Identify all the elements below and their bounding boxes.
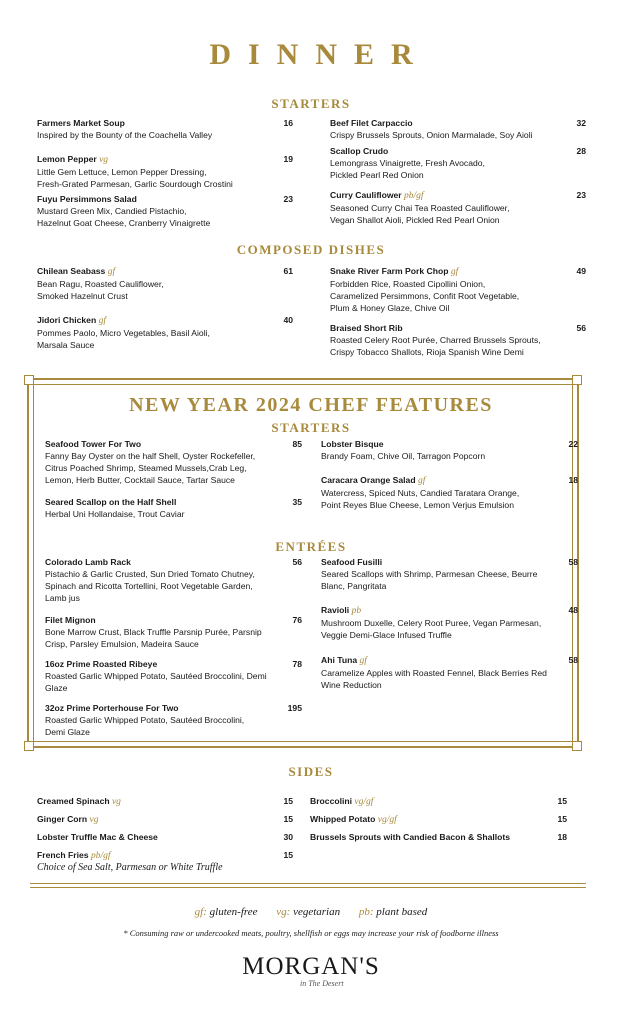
menu-item [321, 474, 578, 511]
item-price: 195 [287, 703, 302, 713]
legend-key: vg: [276, 906, 291, 918]
item-name: Lobster Truffle Mac & Cheese [37, 832, 158, 842]
menu-item [45, 702, 302, 738]
item-description: Roasted Garlic Whipped Potato, Sautéed Broccolini, Demi [45, 671, 267, 681]
item-name: Ravioli pb [321, 605, 362, 616]
item-description: Seasoned Curry Chai Tea Roasted Cauliflower, [330, 203, 510, 213]
menu-item [330, 145, 586, 181]
menu-item [310, 795, 567, 808]
frame-corner-ornament [24, 741, 34, 751]
item-name: 32oz Prime Porterhouse For Two [45, 703, 179, 713]
item-description: Caramelize Apples with Roasted Fennel, Black Berries Red [321, 668, 547, 678]
menu-item [37, 849, 293, 874]
item-price: 85 [292, 439, 302, 449]
divider-rule [30, 887, 586, 888]
item-description: Crispy Tobacco Shallots, Rioja Spanish Wine Demi [330, 347, 524, 357]
item-name: Brussels Sprouts with Candied Bacon & Shallots [310, 832, 511, 842]
item-price: 48 [568, 605, 578, 615]
starters-heading: STARTERS [271, 96, 351, 111]
item-name: Chilean Seabass gf [37, 266, 116, 277]
item-price: 58 [568, 557, 578, 567]
frame-corner-ornament [24, 375, 34, 385]
item-description: Wine Reduction [321, 680, 382, 690]
item-description: Seared Scallops with Shrimp, Parmesan Cheese, Beurre [321, 569, 538, 579]
legend-key: pb: [358, 906, 374, 918]
item-name: Colorado Lamb Rack [45, 557, 131, 567]
legend-text: gluten-free [209, 906, 258, 918]
frame-corner-ornament [572, 741, 582, 751]
menu-item [37, 153, 293, 190]
item-description: Roasted Garlic Whipped Potato, Sautéed Broccolini, [45, 715, 245, 725]
item-name: 16oz Prime Roasted Ribeye [45, 659, 158, 669]
item-price: 15 [283, 796, 293, 806]
item-description: Mushroom Duxelle, Celery Root Puree, Vegan Parmesan, [321, 618, 542, 628]
item-description: Choice of Sea Salt, Parmesan or White Truffle [37, 862, 223, 873]
divider-rule [30, 883, 586, 884]
item-description: Smoked Hazelnut Crust [37, 291, 128, 301]
item-price: 16 [283, 118, 293, 128]
item-name: Fuyu Persimmons Salad [37, 194, 137, 204]
restaurant-logo [0, 953, 622, 988]
menu-item [330, 189, 586, 226]
item-description: Glaze [45, 683, 68, 693]
item-price: 76 [292, 615, 302, 625]
dietary-tag: vg/gf [375, 815, 397, 825]
dietary-tag: gf [357, 656, 367, 666]
item-price: 56 [292, 557, 302, 567]
item-price: 28 [576, 146, 586, 156]
legend-text: vegetarian [293, 906, 341, 918]
item-name: Caracara Orange Salad gf [321, 475, 426, 486]
item-description: Brandy Foam, Chive Oil, Tarragon Popcorn [321, 451, 486, 461]
dietary-tag: vg/gf [352, 797, 374, 807]
item-description: Blanc, Pangritata [321, 581, 387, 591]
dietary-tag: vg [109, 797, 121, 807]
item-description: Herbal Uni Hollandaise, Trout Caviar [45, 509, 185, 519]
menu-item [321, 556, 578, 592]
legend-text: plant based [376, 906, 428, 918]
menu-item [37, 813, 293, 826]
item-name: Beef Filet Carpaccio [330, 118, 413, 128]
item-name: Filet Mignon [45, 615, 96, 625]
menu-title: DINNER [209, 38, 430, 71]
item-price: 23 [283, 194, 293, 204]
menu-item [37, 831, 293, 843]
item-description: Hazelnut Goat Cheese, Cranberry Vinaigrette [37, 218, 211, 228]
logo-wordmark: MORGAN'S [242, 953, 380, 980]
item-price: 49 [576, 266, 586, 276]
item-price: 32 [576, 118, 586, 128]
item-description: Bean Ragu, Roasted Cauliflower, [37, 279, 164, 289]
item-price: 15 [283, 850, 293, 860]
item-description: Crispy Brussels Sprouts, Onion Marmalade, Soy Aioli [330, 130, 533, 140]
dietary-tag: vg [87, 815, 99, 825]
item-description: Lemon, Herb Butter, Cocktail Sauce, Tartar Sauce [45, 475, 235, 485]
item-price: 22 [568, 439, 578, 449]
dietary-tag: pb/gf [88, 851, 111, 861]
item-name: Seafood Tower For Two [45, 439, 142, 449]
item-price: 15 [283, 814, 293, 824]
item-price: 18 [568, 475, 578, 485]
item-description: Fresh-Grated Parmesan, Garlic Sourdough Crostini [37, 179, 233, 189]
health-notice: * Consuming raw or undercooked meats, poultry, shellfish or eggs may increase your risk of foodborne illness [123, 928, 499, 938]
menu-item [45, 658, 302, 694]
menu-item [321, 654, 578, 691]
menu-item [37, 265, 293, 302]
item-price: 19 [283, 154, 293, 164]
item-description: Lemongrass Vinaigrette, Fresh Avocado, [330, 158, 485, 168]
menu-item [321, 438, 578, 462]
menu-item [37, 795, 293, 808]
dietary-tag: pb [349, 606, 362, 616]
menu-item [330, 265, 586, 314]
item-price: 15 [557, 814, 567, 824]
item-price: 58 [568, 655, 578, 665]
item-price: 61 [283, 266, 293, 276]
dietary-legend [0, 906, 622, 918]
item-description: Plum & Honey Glaze, Chive Oil [330, 303, 450, 313]
item-description: Lamb jus [45, 593, 80, 603]
item-description: Veggie Demi-Glace Infused Truffle [321, 630, 452, 640]
item-description: Marsala Sauce [37, 340, 95, 350]
item-price: 35 [292, 497, 302, 507]
item-name: Snake River Farm Pork Chop gf [330, 266, 459, 277]
item-description: Pommes Paolo, Micro Vegetables, Basil Aioli, [37, 328, 210, 338]
item-description: Point Reyes Blue Cheese, Lemon Verjus Emulsion [321, 500, 514, 510]
item-description: Demi Glaze [45, 727, 90, 737]
menu-item [321, 604, 578, 641]
menu-item [330, 322, 586, 358]
menu-item [310, 813, 567, 826]
menu-item [37, 193, 293, 229]
item-description: Little Gem Lettuce, Lemon Pepper Dressing, [37, 167, 207, 177]
item-name: Jidori Chicken gf [37, 315, 106, 326]
dietary-tag: vg [96, 155, 109, 165]
item-name: Creamed Spinach vg [37, 796, 121, 807]
features-title: NEW YEAR 2024 CHEF FEATURES [129, 394, 493, 416]
item-description: Fanny Bay Oyster on the half Shell, Oyster Rockefeller, [45, 451, 256, 461]
menu-item [37, 314, 293, 351]
dietary-tag: pb/gf [401, 191, 424, 201]
item-price: 78 [292, 659, 302, 669]
item-name: Lobster Bisque [321, 439, 384, 449]
item-name: Ginger Corn vg [37, 814, 99, 825]
item-name: French Fries pb/gf [37, 850, 111, 861]
item-name: Broccolini vg/gf [310, 796, 374, 807]
sides-heading: SIDES [288, 764, 334, 779]
item-description: Crisp, Parsley Emulsion, Madeira Sauce [45, 639, 199, 649]
item-name: Scallop Crudo [330, 146, 389, 156]
item-description: Bone Marrow Crust, Black Truffle Parsnip Purée, Parsnip [45, 627, 262, 637]
menu-item [45, 496, 302, 520]
item-description: Watercress, Spiced Nuts, Candied Taratara Orange, [321, 488, 520, 498]
item-price: 40 [283, 315, 293, 325]
item-description: Pickled Pearl Red Onion [330, 170, 424, 180]
menu-item [37, 117, 293, 141]
dietary-tag: gf [415, 476, 426, 486]
item-name: Seared Scallop on the Half Shell [45, 497, 177, 507]
menu-item [330, 117, 586, 141]
item-name: Curry Cauliflower pb/gf [330, 190, 424, 201]
menu-item [45, 438, 302, 486]
item-price: 56 [576, 323, 586, 333]
dietary-tag: gf [96, 316, 106, 326]
item-name: Whipped Potato vg/gf [310, 814, 397, 825]
item-name: Lemon Pepper vg [37, 154, 109, 165]
item-name: Ahi Tuna gf [321, 655, 367, 666]
legend-key: gf: [194, 906, 207, 918]
entrees-heading: ENTRÉES [275, 539, 347, 554]
item-price: 23 [576, 190, 586, 200]
item-name: Farmers Market Soup [37, 118, 125, 128]
item-price: 18 [557, 832, 567, 842]
menu-item [45, 556, 302, 604]
item-description: Forbidden Rice, Roasted Cipollini Onion, [330, 279, 486, 289]
item-description: Inspired by the Bounty of the Coachella Valley [37, 130, 213, 140]
item-description: Spinach and Ricotta Tortellini, Root Vegetable Garden, [45, 581, 253, 591]
item-name: Seafood Fusilli [321, 557, 383, 567]
item-price: 30 [283, 832, 293, 842]
item-name: Braised Short Rib [330, 323, 403, 333]
item-price: 15 [557, 796, 567, 806]
item-description: Caramelized Persimmons, Confit Root Vegetable, [330, 291, 520, 301]
frame-corner-ornament [572, 375, 582, 385]
item-description: Citrus Poached Shrimp, Steamed Mussels,Crab Leg, [45, 463, 247, 473]
logo-tagline: in The Desert [300, 979, 344, 988]
dietary-tag: gf [105, 267, 116, 277]
features-starters-heading: STARTERS [271, 420, 351, 435]
dietary-tag: gf [448, 267, 459, 277]
item-description: Mustard Green Mix, Candied Pistachio, [37, 206, 187, 216]
item-description: Vegan Shallot Aioli, Pickled Red Pearl Onion [330, 215, 500, 225]
menu-item [45, 614, 302, 650]
item-description: Roasted Celery Root Purée, Charred Brussels Sprouts, [330, 335, 541, 345]
menu-item [310, 831, 567, 843]
item-description: Pistachio & Garlic Crusted, Sun Dried Tomato Chutney, [45, 569, 255, 579]
composed-dishes-heading: COMPOSED DISHES [236, 242, 386, 257]
